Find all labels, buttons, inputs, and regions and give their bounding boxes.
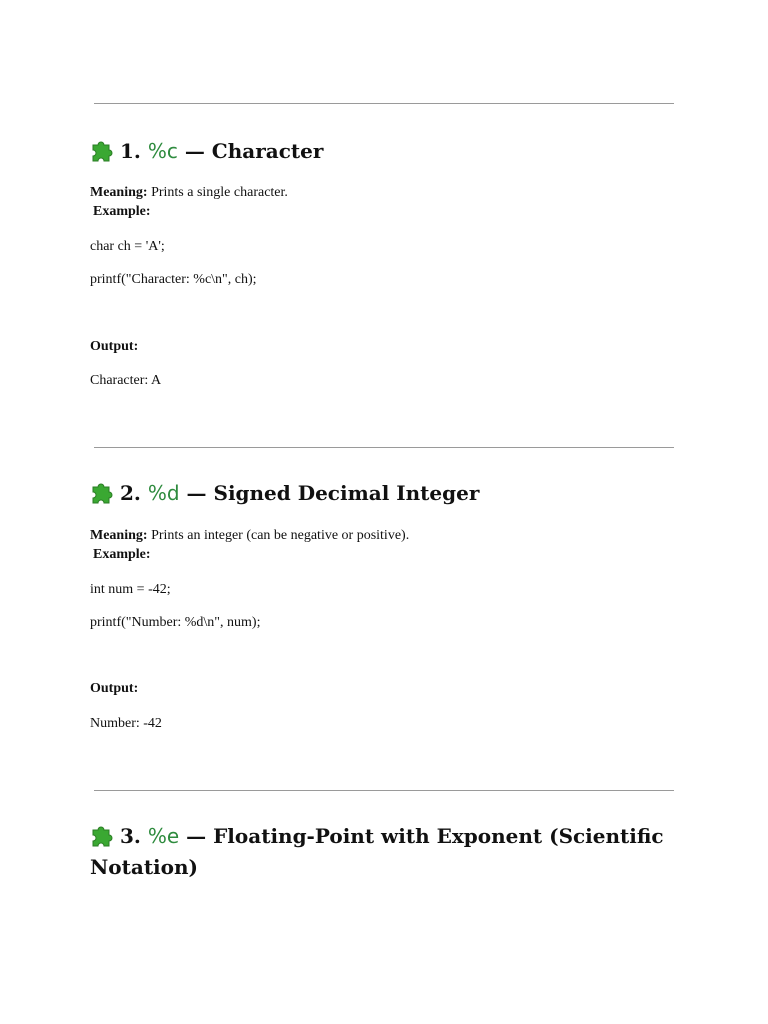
format-specifier: %e	[147, 824, 180, 848]
output-text: Number: -42	[90, 716, 162, 731]
horizontal-rule	[94, 447, 674, 448]
meaning-label: Meaning:	[90, 528, 148, 543]
section-heading	[90, 478, 690, 509]
code-line: int num = -42;	[90, 582, 171, 597]
section-number: 3.	[120, 824, 141, 848]
section-number: 2.	[120, 481, 141, 505]
puzzle-piece-icon	[90, 480, 116, 504]
meaning-label: Meaning:	[90, 185, 148, 200]
code-line: printf("Number: %d\n", num);	[90, 615, 261, 630]
code-line: printf("Character: %c\n", ch);	[90, 272, 257, 287]
example-label: Example:	[93, 547, 151, 562]
horizontal-rule	[94, 790, 674, 791]
section-title-continued: Notation)	[90, 855, 198, 879]
output-text: Character: A	[90, 373, 162, 388]
horizontal-rule	[94, 103, 674, 104]
section-heading	[90, 821, 690, 883]
meaning-line	[90, 184, 288, 202]
format-specifier: %d	[147, 481, 180, 505]
output-label: Output:	[90, 339, 139, 354]
section-number: 1.	[120, 139, 141, 163]
meaning-line	[90, 527, 409, 545]
section-heading	[90, 136, 690, 167]
meaning-text: Prints a single character.	[151, 185, 288, 200]
output-label: Output:	[90, 681, 139, 696]
section-title: — Floating-Point with Exponent (Scientific	[186, 824, 664, 848]
section-title: — Signed Decimal Integer	[186, 481, 480, 505]
example-label: Example:	[93, 204, 151, 219]
section-title: — Character	[184, 139, 324, 163]
puzzle-piece-icon	[90, 138, 116, 162]
format-specifier: %c	[147, 139, 178, 163]
meaning-text: Prints an integer (can be negative or positive).	[151, 528, 410, 543]
puzzle-piece-icon	[90, 823, 116, 847]
code-line: char ch = 'A';	[90, 239, 165, 254]
